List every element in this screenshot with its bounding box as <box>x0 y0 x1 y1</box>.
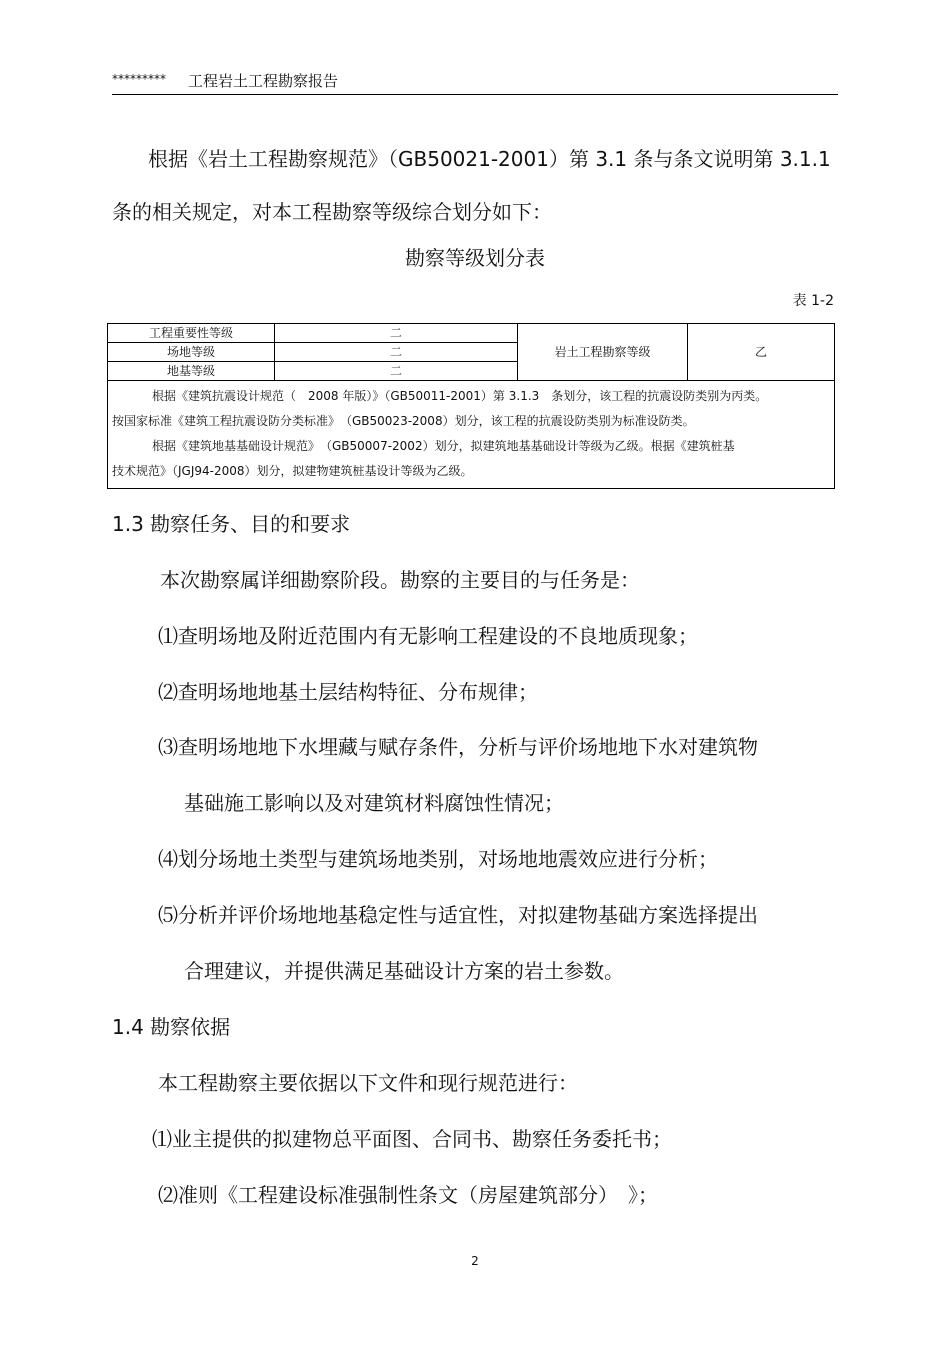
intro-line-1: 根据《岩土工程勘察规范》（GB50021-2001）第 3.1 条与条文说明第 3.1.1 <box>148 147 831 171</box>
grade-table <box>107 323 835 489</box>
header-stars: ********* <box>112 72 166 86</box>
list-item: ⑴业主提供的拟建物总平面图、合同书、勘察任务委托书； <box>152 1127 672 1151</box>
merged-value: 乙 <box>688 324 835 381</box>
table-row <box>108 381 835 489</box>
page-number: 2 <box>471 1254 479 1268</box>
header-rule <box>112 94 838 95</box>
row-value: 二 <box>275 362 518 381</box>
list-item: ⑴查明场地及附近范围内有无影响工程建设的不良地质现象； <box>158 624 698 648</box>
header-title: 工程岩土工程勘察报告 <box>188 72 339 90</box>
row-value: 二 <box>275 324 518 343</box>
table-note: 根据《建筑抗震设计规范（ 2008 年版）》（GB50011-2001）第 3.1.3 条划分，该工程的抗震设防类别为丙类。 <box>152 389 768 403</box>
row-label: 场地等级 <box>108 343 275 362</box>
table-notes <box>108 381 835 489</box>
row-label: 工程重要性等级 <box>108 324 275 343</box>
table-note: 按国家标准《建筑工程抗震设防分类标准》 （GB50023-2008）划分，该工程的抗震设防类别为标准设防类。 <box>112 414 695 428</box>
list-item: ⑵准则《工程建设标准强制性条文（房屋建筑部分） 》； <box>158 1183 658 1207</box>
table-note: 根据《建筑地基基础设计规范》 （GB50007-2002）划分，拟建筑地基基础设计等级为乙级。根据《建筑桩基 <box>152 439 735 453</box>
table-row <box>108 324 835 343</box>
list-item: ⑸分析并评价场地地基稳定性与适宜性，对拟建物基础方案选择提出 <box>158 903 758 927</box>
section-heading: 1.3 勘察任务、目的和要求 <box>112 512 351 536</box>
list-item: ⑵查明场地地基土层结构特征、分布规律； <box>158 680 538 704</box>
list-item: ⑶查明场地地下水埋藏与赋存条件，分析与评价场地地下水对建筑物 <box>158 735 758 759</box>
section-intro: 本次勘察属详细勘察阶段。勘察的主要目的与任务是： <box>160 568 640 592</box>
intro-line-2: 条的相关规定，对本工程勘察等级综合划分如下： <box>112 200 552 224</box>
section-intro: 本工程勘察主要依据以下文件和现行规范进行： <box>158 1071 578 1095</box>
section-heading: 1.4 勘察依据 <box>112 1015 231 1039</box>
row-label: 地基等级 <box>108 362 275 381</box>
row-value: 二 <box>275 343 518 362</box>
table-title: 勘察等级划分表 <box>405 246 545 270</box>
table-number: 表 1-2 <box>792 293 834 309</box>
list-item-continuation: 基础施工影响以及对建筑材料腐蚀性情况； <box>184 791 564 815</box>
list-item-continuation: 合理建议，并提供满足基础设计方案的岩土参数。 <box>184 959 624 983</box>
merged-label: 岩土工程勘察等级 <box>518 324 688 381</box>
table-note: 技术规范》（JGJ94-2008）划分，拟建物建筑桩基设计等级为乙级。 <box>112 464 473 478</box>
list-item: ⑷划分场地土类型与建筑场地类别，对场地地震效应进行分析； <box>158 847 718 871</box>
